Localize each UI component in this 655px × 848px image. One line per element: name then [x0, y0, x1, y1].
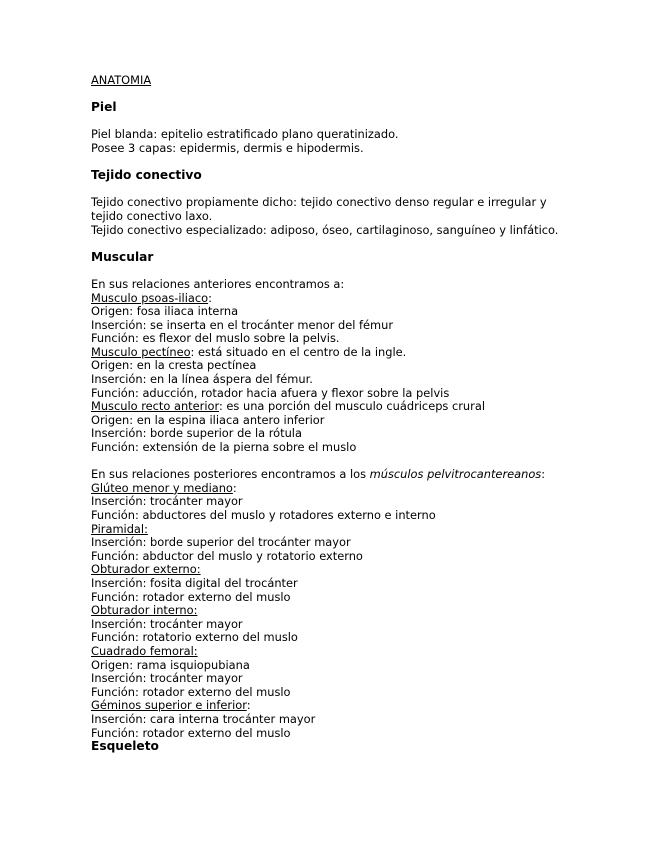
muscle-geminos-title: Géminos superior e inferior: [91, 698, 251, 713]
section-heading-piel: Piel [91, 100, 117, 115]
muscle-name: Musculo psoas-iliaco [91, 290, 209, 305]
tejido-paragraph-2: Tejido conectivo especializado: adiposo, óseo, cartilaginoso, sanguíneo y linfático. [91, 222, 559, 237]
muscle-piramidal-title: Piramidal: [91, 521, 148, 536]
muscle-recto-title: Musculo recto anterior: es una porción del musculo cuádriceps crural [91, 399, 485, 414]
recto-origen: Origen: en la espina iliaca antero inferior [91, 412, 325, 427]
muscle-gluteo-title: Glúteo menor y mediano: [91, 480, 237, 495]
psoas-funcion: Función: es flexor del muslo sobre la pelvis. [91, 331, 340, 346]
obturador-externo-insercion: Inserción: fosita digital del trocánter [91, 575, 298, 590]
document-page [91, 74, 571, 754]
anteriores-intro: En sus relaciones anteriores encontramos a: [91, 276, 345, 291]
piramidal-funcion: Función: abductor del muslo y rotatorio externo [91, 548, 363, 563]
piel-line-2: Posee 3 capas: epidermis, dermis e hipodermis. [91, 140, 364, 155]
section-heading-muscular: Muscular [91, 249, 154, 264]
geminos-insercion: Inserción: cara interna trocánter mayor [91, 711, 316, 726]
pectineo-funcion: Función: aducción, rotador hacia afuera y flexor sobre la pelvis [91, 385, 450, 400]
muscle-name: Géminos superior e inferior [91, 698, 247, 713]
cuadrado-insercion: Inserción: trocánter mayor [91, 671, 243, 686]
obturador-interno-funcion: Función: rotatorio externo del muslo [91, 630, 298, 645]
pectineo-insercion: Inserción: en la línea áspera del fémur. [91, 372, 313, 387]
muscle-name: Glúteo menor y mediano [91, 480, 233, 495]
recto-funcion: Función: extensión de la pierna sobre el muslo [91, 440, 357, 455]
section-heading-tejido: Tejido conectivo [91, 168, 202, 183]
muscle-obturador-externo-title: Obturador externo: [91, 562, 201, 577]
muscle-pectineo-title: Musculo pectíneo: está situado en el centro de la ingle. [91, 344, 407, 359]
cuadrado-origen: Origen: rama isquiopubiana [91, 657, 250, 672]
piel-line-1: Piel blanda: epitelio estratificado plano queratinizado. [91, 127, 399, 142]
muscle-name: Musculo recto anterior [91, 399, 219, 414]
obturador-interno-insercion: Inserción: trocánter mayor [91, 616, 243, 631]
section-heading-esqueleto: Esqueleto [91, 739, 159, 754]
tejido-paragraph-1: Tejido conectivo propiamente dicho: tejido conectivo denso regular e irregular y tejido conectivo laxo. [91, 195, 547, 223]
posteriores-intro: En sus relaciones posteriores encontramos a los músculos pelvitrocantereanos: [91, 467, 546, 482]
document-title: ANATOMIA [91, 73, 152, 87]
piramidal-insercion: Inserción: borde superior del trocánter mayor [91, 535, 351, 550]
cuadrado-funcion: Función: rotador externo del muslo [91, 684, 291, 699]
obturador-externo-funcion: Función: rotador externo del muslo [91, 589, 291, 604]
muscle-obturador-interno-title: Obturador interno: [91, 603, 198, 618]
psoas-insercion: Inserción: se inserta en el trocánter menor del fémur [91, 317, 394, 332]
muscle-psoas-title: Musculo psoas-iliaco: [91, 290, 212, 305]
geminos-funcion: Función: rotador externo del muslo [91, 725, 291, 740]
muscle-cuadrado-title: Cuadrado femoral: [91, 643, 198, 658]
psoas-origen: Origen: fosa iliaca interna [91, 304, 239, 319]
recto-insercion: Inserción: borde superior de la rótula [91, 426, 302, 441]
gluteo-funcion: Función: abductores del muslo y rotadores externo e interno [91, 508, 436, 522]
muscle-name: Musculo pectíneo [91, 344, 191, 359]
pectineo-origen: Origen: en la cresta pectínea [91, 358, 257, 373]
gluteo-insercion: Inserción: trocánter mayor [91, 494, 243, 509]
